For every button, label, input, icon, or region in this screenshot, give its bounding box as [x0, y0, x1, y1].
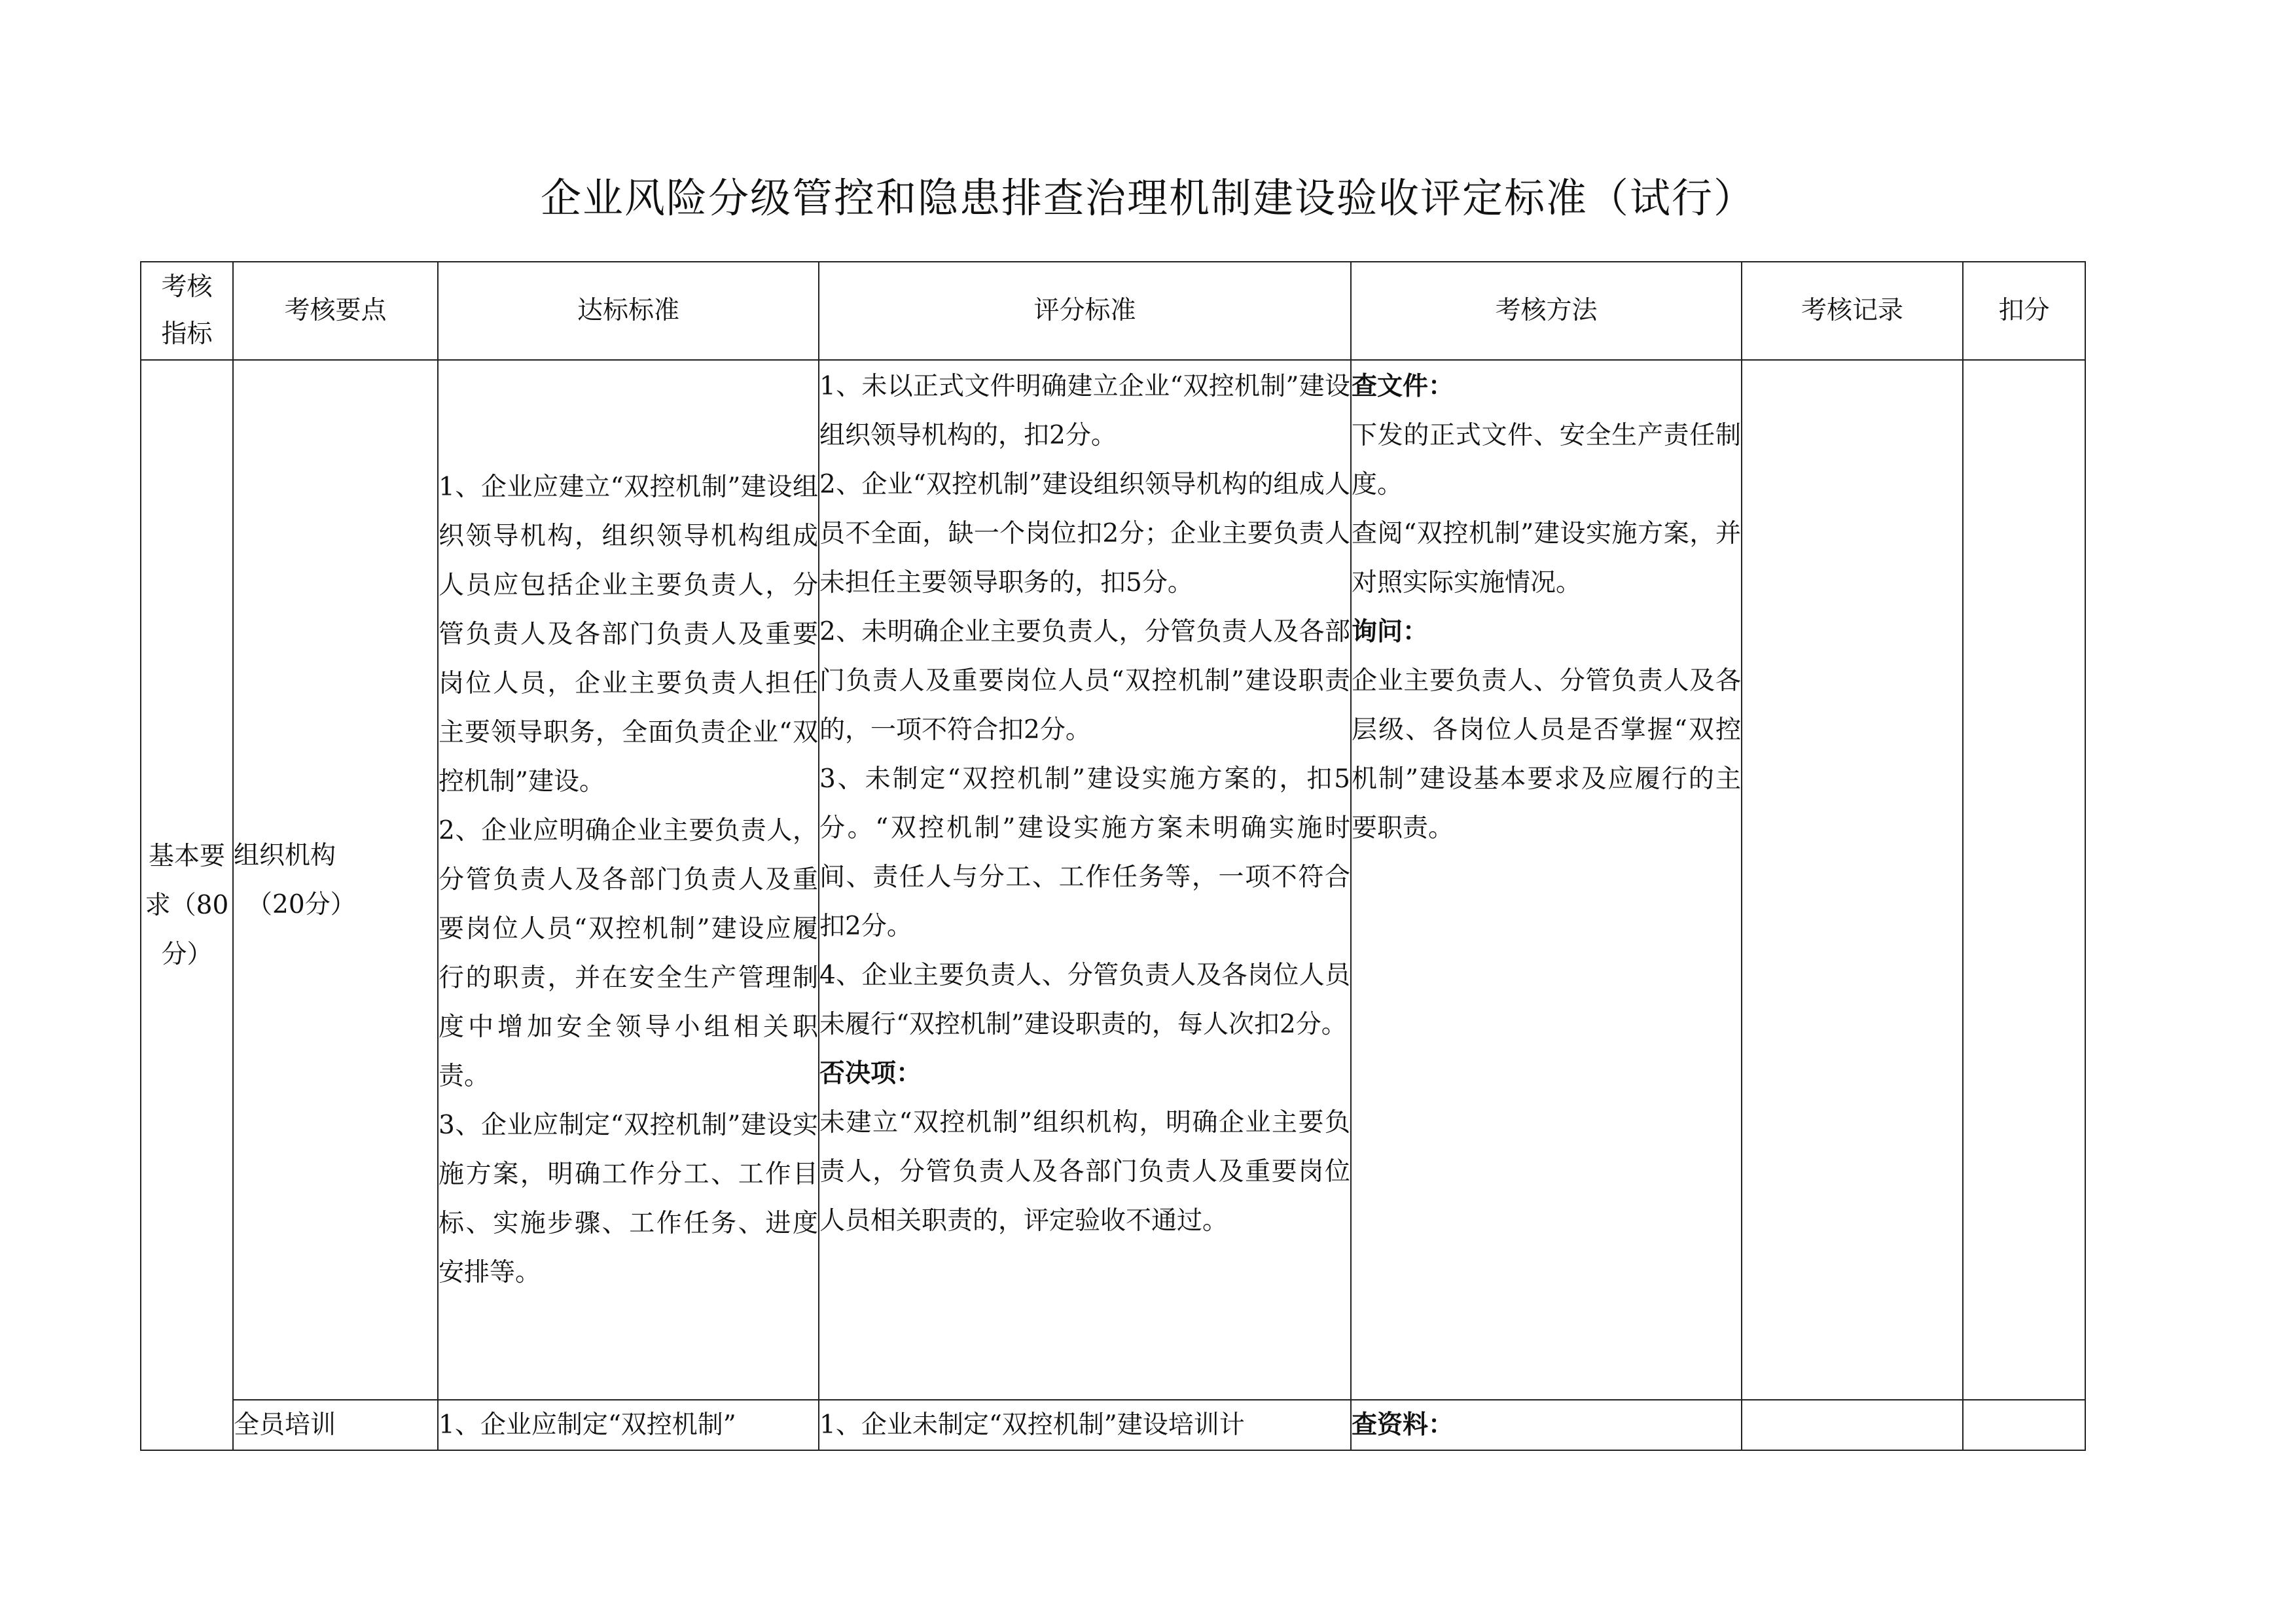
method-text: 查阅“双控机制”建设实施方案，并对照实际实施情况。 [1352, 519, 1741, 597]
scoring-item: 3、未制定“双控机制”建设实施方案的，扣5分。“双控机制”建设实施方案未明确实施时间、责任人与分工、工作任务等，一项不符合扣2分。 [819, 764, 1350, 941]
keypoint-name: 组织机构 [234, 840, 336, 870]
scoring-cell [819, 360, 1351, 1400]
keypoint-score: （20分） [247, 889, 356, 919]
header-keypoint: 考核要点 [233, 262, 438, 360]
indicator-cell [141, 360, 233, 1450]
standard-item: 2、企业应明确企业主要负责人，分管负责人及各部门负责人及重要岗位人员“双控机制”建设应履行的职责，并在安全生产管理制度中增加安全领导小组相关职责。 [439, 816, 818, 1091]
method-label: 查文件： [1352, 371, 1454, 401]
scoring-item: 1、企业未制定“双控机制”建设培训计 [819, 1410, 1245, 1440]
keypoint-cell [233, 1400, 438, 1450]
scoring-veto-text: 未建立“双控机制”组织机构，明确企业主要负责人，分管负责人及各部门负责人及重要岗位人员相关职责的，评定验收不通过。 [819, 1108, 1350, 1236]
header-deduction: 扣分 [1963, 262, 2085, 360]
indicator-text: 基本要求（80分） [145, 841, 229, 969]
record-cell[interactable] [1742, 360, 1963, 1400]
table-header-row [141, 262, 2085, 360]
standard-item: 1、企业应制定“双控机制” [439, 1410, 736, 1440]
header-standard: 达标标准 [438, 262, 819, 360]
standard-cell [438, 1400, 819, 1450]
deduction-cell[interactable] [1963, 1400, 2085, 1450]
scoring-veto-label: 否决项： [819, 1058, 922, 1088]
keypoint-cell [233, 360, 438, 1400]
method-label: 询问： [1352, 616, 1429, 647]
method-cell [1351, 1400, 1742, 1450]
standard-item: 1、企业应建立“双控机制”建设组织领导机构，组织领导机构组成人员应包括企业主要负责人，分管负责人及各部门负责人及重要岗位人员，企业主要负责人担任主要领导职务，全面负责企业“双控机制”建设。 [439, 473, 818, 796]
evaluation-standard-table [140, 261, 2086, 1451]
table-row [141, 360, 2085, 1400]
scoring-item: 2、未明确企业主要负责人，分管负责人及各部门负责人及重要岗位人员“双控机制”建设职责的，一项不符合扣2分。 [819, 617, 1350, 745]
header-scoring: 评分标准 [819, 262, 1351, 360]
method-cell [1351, 360, 1742, 1400]
deduction-cell[interactable] [1963, 360, 2085, 1400]
keypoint-name: 全员培训 [234, 1410, 336, 1440]
method-text: 下发的正式文件、安全生产责任制度。 [1352, 421, 1741, 499]
scoring-item: 2、企业“双控机制”建设组织领导机构的组成人员不全面，缺一个岗位扣2分；企业主要负责人未担任主要领导职务的，扣5分。 [819, 470, 1350, 597]
table-row [141, 1400, 2085, 1450]
scoring-item: 4、企业主要负责人、分管负责人及各岗位人员未履行“双控机制”建设职责的，每人次扣2分。 [819, 961, 1350, 1039]
scoring-item: 1、未以正式文件明确建立企业“双控机制”建设组织领导机构的，扣2分。 [819, 372, 1350, 450]
standard-cell [438, 360, 819, 1400]
header-record: 考核记录 [1742, 262, 1963, 360]
method-label: 查资料： [1352, 1410, 1454, 1440]
page-title: 企业风险分级管控和隐患排查治理机制建设验收评定标准（试行） [540, 174, 1755, 222]
header-method: 考核方法 [1351, 262, 1742, 360]
scoring-cell [819, 1400, 1351, 1450]
header-indicator: 考核指标 [141, 262, 233, 360]
method-text: 企业主要负责人、分管负责人及各层级、各岗位人员是否掌握“双控机制”建设基本要求及应履行的主要职责。 [1352, 666, 1741, 843]
record-cell[interactable] [1742, 1400, 1963, 1450]
standard-item: 3、企业应制定“双控机制”建设实施方案，明确工作分工、工作目标、实施步骤、工作任务、进度安排等。 [439, 1111, 818, 1287]
